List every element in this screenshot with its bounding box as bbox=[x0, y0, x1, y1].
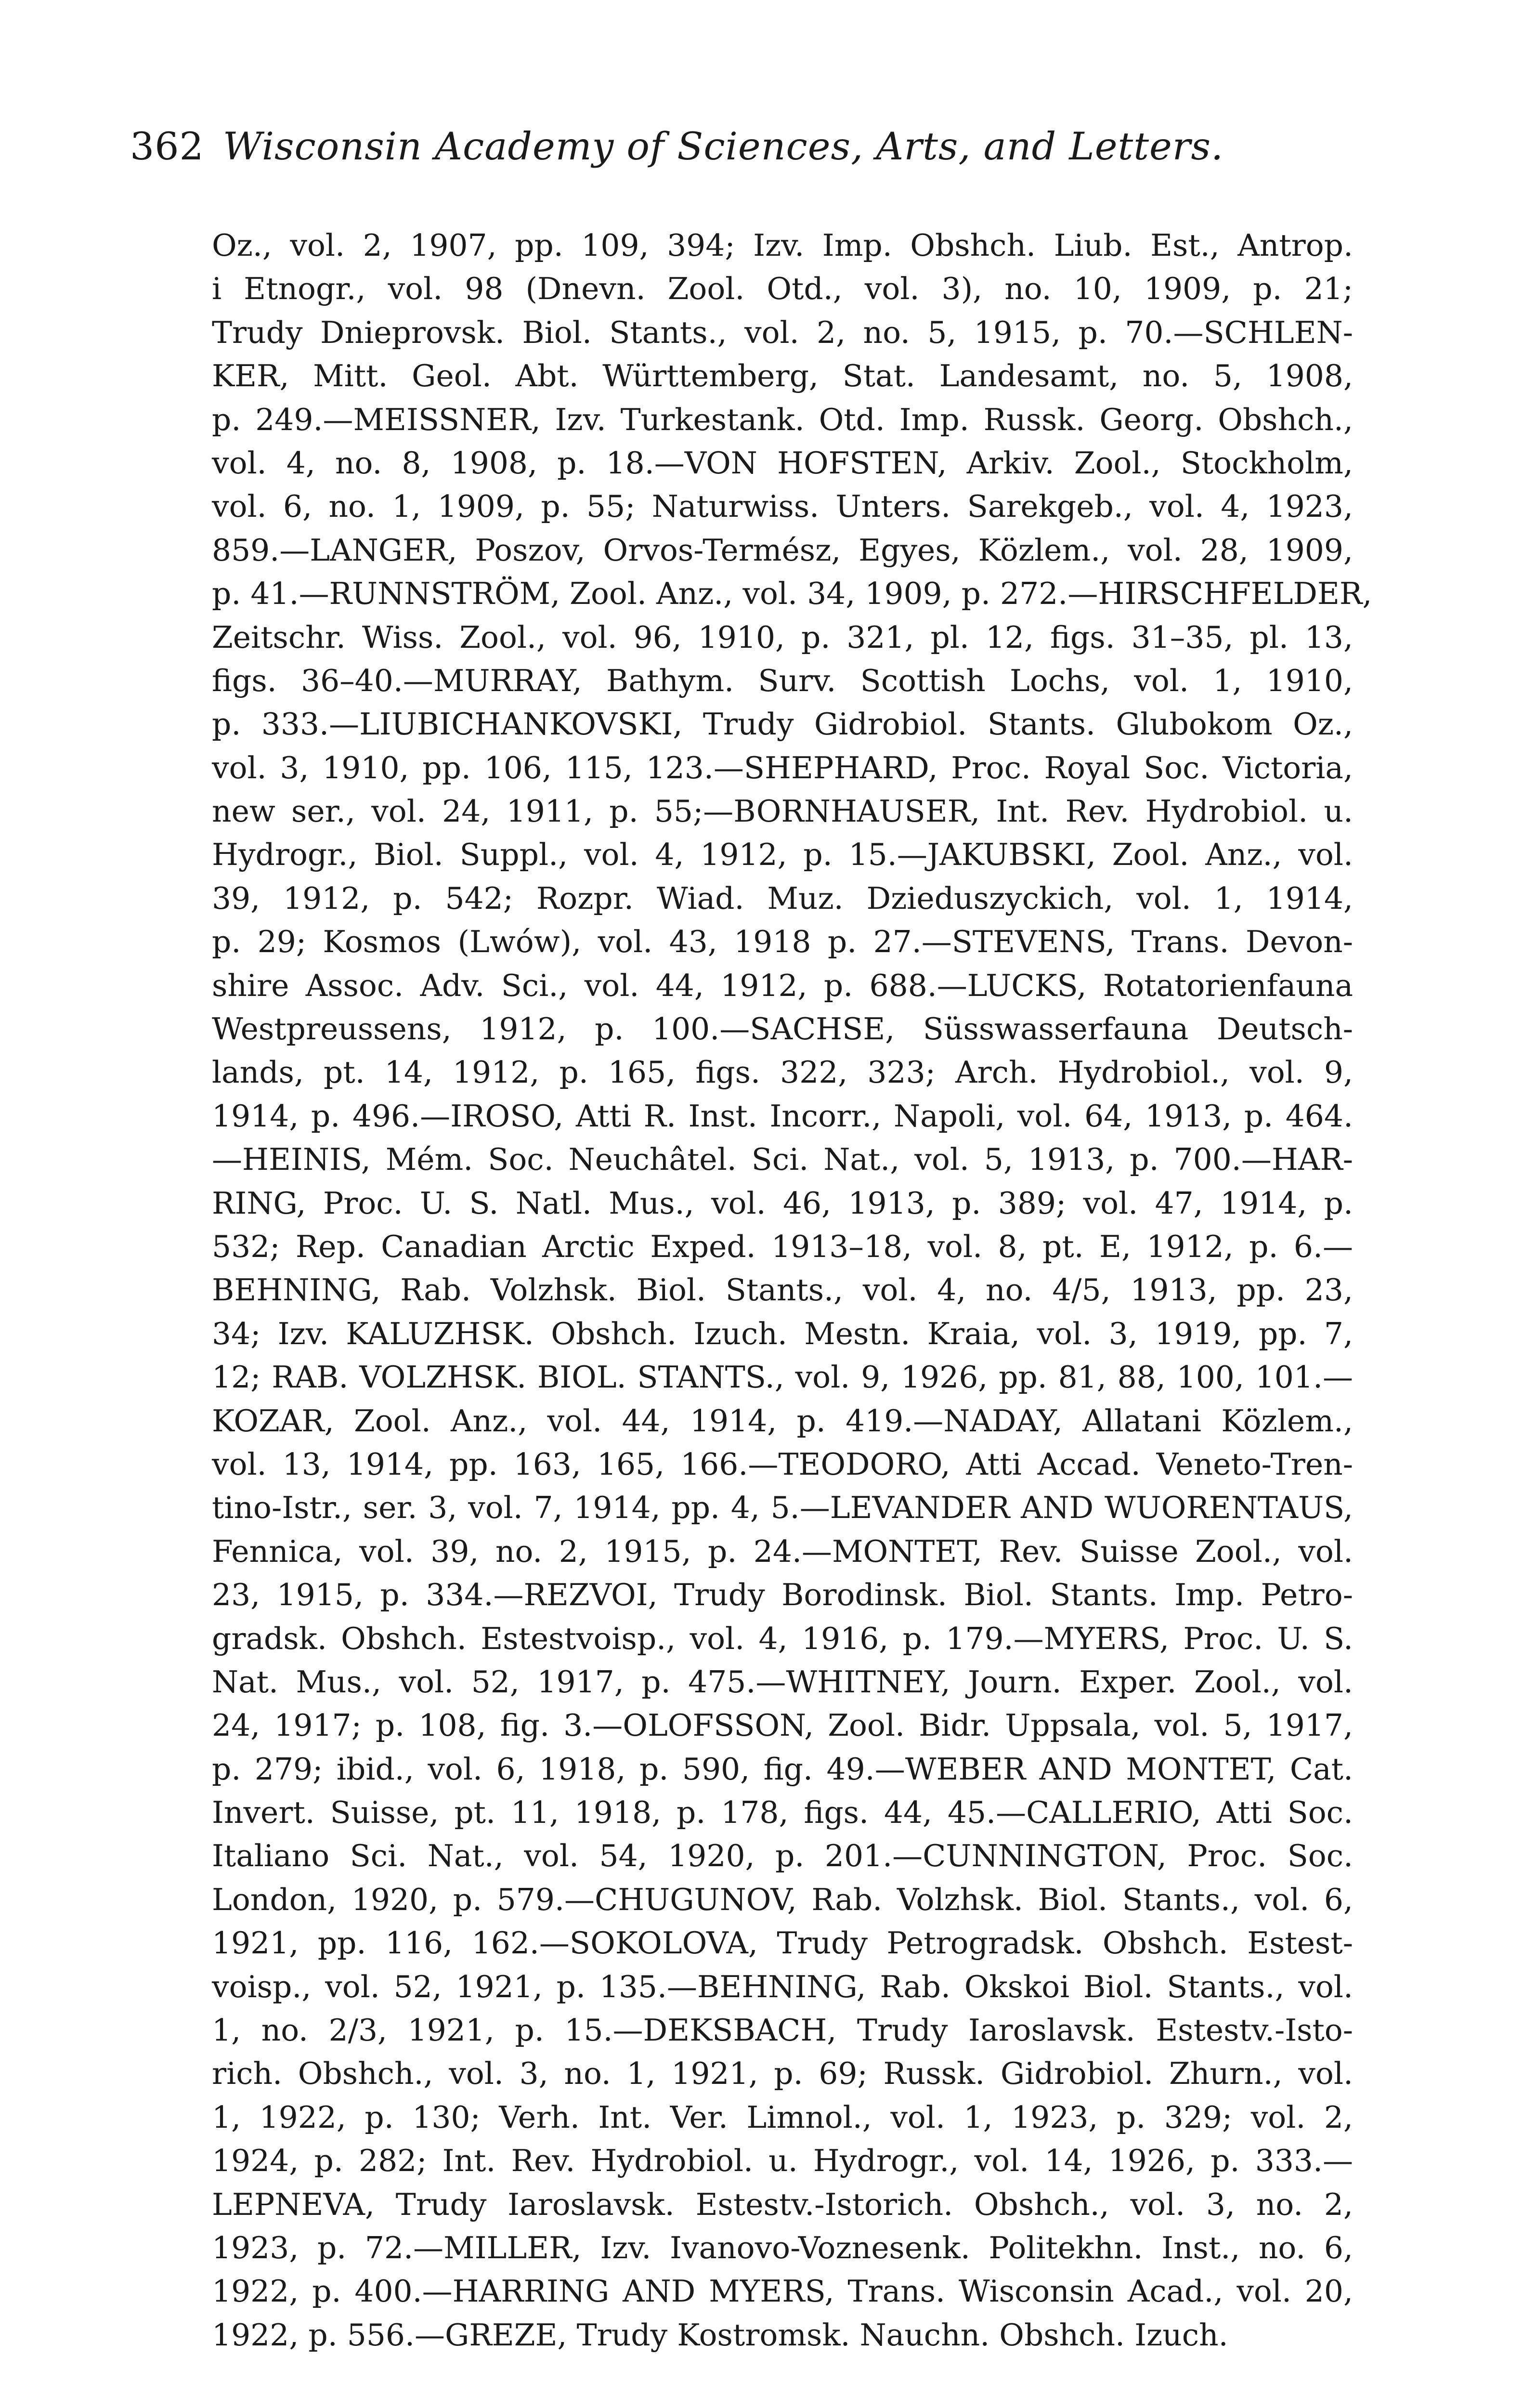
text-line: 34; Izv. KALUZHSK. Obshch. Izuch. Mestn. Kraia, vol. 3, 1919, pp. 7, bbox=[212, 1316, 1353, 1351]
text-line: figs. 36–40.—MURRAY, Bathym. Surv. Scottish Lochs, vol. 1, 1910, bbox=[212, 663, 1353, 698]
text-line: voisp., vol. 52, 1921, p. 135.—BEHNING, Rab. Okskoi Biol. Stants., vol. bbox=[212, 1969, 1353, 2004]
text-line: KER, Mitt. Geol. Abt. Württemberg, Stat. Landesamt, no. 5, 1908, bbox=[212, 358, 1353, 394]
text-line: 39, 1912, p. 542; Rozpr. Wiad. Muz. Dzieduszyckich, vol. 1, 1914, bbox=[212, 880, 1353, 916]
text-line: 1, no. 2/3, 1921, p. 15.—DEKSBACH, Trudy Iaroslavsk. Estestv.-Isto- bbox=[212, 2013, 1353, 2048]
text-line: tino-Istr., ser. 3, vol. 7, 1914, pp. 4, 5.—LEVANDER AND WUORENTAUS, bbox=[212, 1490, 1353, 1526]
text-line: p. 41.—RUNNSTRÖM, Zool. Anz., vol. 34, 1909, p. 272.—HIRSCHFELDER, bbox=[212, 576, 1372, 612]
page-header bbox=[130, 124, 1430, 182]
text-line: 1924, p. 282; Int. Rev. Hydrobiol. u. Hydrogr., vol. 14, 1926, p. 333.— bbox=[212, 2143, 1353, 2179]
text-line: Trudy Dnieprovsk. Biol. Stants., vol. 2, no. 5, 1915, p. 70.—SCHLEN- bbox=[212, 314, 1353, 350]
text-line: 12; RAB. VOLZHSK. BIOL. STANTS., vol. 9, 1926, pp. 81, 88, 100, 101.— bbox=[212, 1360, 1353, 1395]
text-line: p. 29; Kosmos (Lwów), vol. 43, 1918 p. 27.—STEVENS, Trans. Devon- bbox=[212, 924, 1353, 960]
text-line: —HEINIS, Mém. Soc. Neuchâtel. Sci. Nat., vol. 5, 1913, p. 700.—HAR- bbox=[212, 1142, 1353, 1178]
text-line: shire Assoc. Adv. Sci., vol. 44, 1912, p. 688.—LUCKS, Rotatorienfauna bbox=[212, 968, 1353, 1003]
text-line: 1, 1922, p. 130; Verh. Int. Ver. Limnol., vol. 1, 1923, p. 329; vol. 2, bbox=[212, 2099, 1353, 2135]
text-line: p. 249.—MEISSNER, Izv. Turkestank. Otd. Imp. Russk. Georg. Obshch., bbox=[212, 402, 1353, 437]
text-line: rich. Obshch., vol. 3, no. 1, 1921, p. 69; Russk. Gidrobiol. Zhurn., vol. bbox=[212, 2056, 1353, 2092]
text-line: 1922, p. 400.—HARRING AND MYERS, Trans. Wisconsin Acad., vol. 20, bbox=[212, 2274, 1353, 2309]
text-line: BEHNING, Rab. Volzhsk. Biol. Stants., vol. 4, no. 4/5, 1913, pp. 23, bbox=[212, 1272, 1353, 1308]
bibliography-paragraph bbox=[212, 224, 1372, 2357]
text-line: KOZAR, Zool. Anz., vol. 44, 1914, p. 419.—NADAY, Allatani Közlem., bbox=[212, 1403, 1353, 1439]
text-line: Westpreussens, 1912, p. 100.—SACHSE, Süsswasserfauna Deutsch- bbox=[212, 1011, 1353, 1047]
text-line: vol. 4, no. 8, 1908, p. 18.—VON HOFSTEN, Arkiv. Zool., Stockholm, bbox=[212, 445, 1353, 481]
text-line: Hydrogr., Biol. Suppl., vol. 4, 1912, p. 15.—JAKUBSKI, Zool. Anz., vol. bbox=[212, 837, 1353, 873]
text-line: lands, pt. 14, 1912, p. 165, figs. 322, 323; Arch. Hydrobiol., vol. 9, bbox=[212, 1055, 1353, 1090]
text-line: p. 279; ibid., vol. 6, 1918, p. 590, fig. 49.—WEBER AND MONTET, Cat. bbox=[212, 1751, 1353, 1787]
text-line: Invert. Suisse, pt. 11, 1918, p. 178, figs. 44, 45.—CALLERIO, Atti Soc. bbox=[212, 1795, 1353, 1831]
running-title: Wisconsin Academy of Sciences, Arts, and Letters. bbox=[222, 124, 1224, 169]
text-line: LEPNEVA, Trudy Iaroslavsk. Estestv.-Istorich. Obshch., vol. 3, no. 2, bbox=[212, 2186, 1353, 2222]
text-line: 859.—LANGER, Poszov, Orvos-Termész, Egyes, Közlem., vol. 28, 1909, bbox=[212, 532, 1353, 568]
text-line: new ser., vol. 24, 1911, p. 55;—BORNHAUSER, Int. Rev. Hydrobiol. u. bbox=[212, 794, 1353, 829]
text-line: 1921, pp. 116, 162.—SOKOLOVA, Trudy Petrogradsk. Obshch. Estest- bbox=[212, 1925, 1353, 1961]
text-line: Nat. Mus., vol. 52, 1917, p. 475.—WHITNEY, Journ. Exper. Zool., vol. bbox=[212, 1664, 1353, 1700]
text-line: 532; Rep. Canadian Arctic Exped. 1913–18, vol. 8, pt. E, 1912, p. 6.— bbox=[212, 1229, 1353, 1264]
text-line: Italiano Sci. Nat., vol. 54, 1920, p. 201.—CUNNINGTON, Proc. Soc. bbox=[212, 1838, 1353, 1874]
text-line: 24, 1917; p. 108, fig. 3.—OLOFSSON, Zool. Bidr. Uppsala, vol. 5, 1917, bbox=[212, 1708, 1353, 1743]
text-line: Oz., vol. 2, 1907, pp. 109, 394; Izv. Imp. Obshch. Liub. Est., Antrop. bbox=[212, 228, 1353, 263]
page-number: 362 bbox=[130, 124, 204, 169]
text-line: p. 333.—LIUBICHANKOVSKI, Trudy Gidrobiol. Stants. Glubokom Oz., bbox=[212, 707, 1353, 742]
text-line: 1914, p. 496.—IROSO, Atti R. Inst. Incorr., Napoli, vol. 64, 1913, p. 464. bbox=[212, 1098, 1353, 1134]
text-line: Zeitschr. Wiss. Zool., vol. 96, 1910, p. 321, pl. 12, figs. 31–35, pl. 13, bbox=[212, 619, 1353, 655]
text-line: 1922, p. 556.—GREZE, Trudy Kostromsk. Nauchn. Obshch. Izuch. bbox=[212, 2317, 1228, 2353]
text-line: vol. 3, 1910, pp. 106, 115, 123.—SHEPHARD, Proc. Royal Soc. Victoria, bbox=[212, 750, 1353, 785]
text-line: Fennica, vol. 39, no. 2, 1915, p. 24.—MONTET, Rev. Suisse Zool., vol. bbox=[212, 1533, 1353, 1569]
text-line: 23, 1915, p. 334.—REZVOI, Trudy Borodinsk. Biol. Stants. Imp. Petro- bbox=[212, 1577, 1353, 1613]
text-line: vol. 6, no. 1, 1909, p. 55; Naturwiss. Unters. Sarekgeb., vol. 4, 1923, bbox=[212, 489, 1353, 524]
text-line: vol. 13, 1914, pp. 163, 165, 166.—TEODORO, Atti Accad. Veneto-Tren- bbox=[212, 1446, 1353, 1482]
text-line: gradsk. Obshch. Estestvoisp., vol. 4, 1916, p. 179.—MYERS, Proc. U. S. bbox=[212, 1621, 1353, 1656]
text-line: RING, Proc. U. S. Natl. Mus., vol. 46, 1913, p. 389; vol. 47, 1914, p. bbox=[212, 1185, 1353, 1221]
text-line: London, 1920, p. 579.—CHUGUNOV, Rab. Volzhsk. Biol. Stants., vol. 6, bbox=[212, 1882, 1353, 1917]
text-line: i Etnogr., vol. 98 (Dnevn. Zool. Otd., vol. 3), no. 10, 1909, p. 21; bbox=[212, 271, 1353, 307]
text-line: 1923, p. 72.—MILLER, Izv. Ivanovo-Voznesenk. Politekhn. Inst., no. 6, bbox=[212, 2230, 1353, 2265]
